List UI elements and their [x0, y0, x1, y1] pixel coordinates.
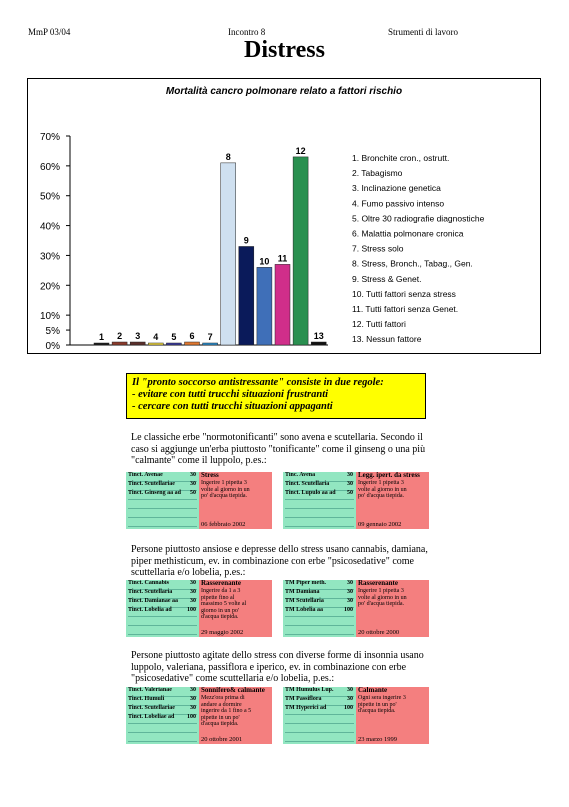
- ingredient-name: Tinct. Lobeliae ad: [128, 714, 175, 720]
- bar-label: 5: [171, 332, 177, 342]
- ingredient-name: Tinct. Humuli: [128, 696, 165, 702]
- ingredient-qty: 30: [347, 580, 353, 586]
- recipe-title: Calmante: [358, 687, 388, 694]
- y-tick-label: 70%: [39, 132, 60, 143]
- recipe-label: [199, 580, 272, 637]
- ingredient-qty: 30: [347, 687, 353, 693]
- bar-label: 4: [153, 332, 159, 342]
- recipe-ingredients: [126, 687, 199, 744]
- ingredient-name: Tinct. Avenae: [128, 472, 163, 478]
- recipe-card: [126, 687, 272, 744]
- recipe-instructions: Mezz'ora prima di andare a dormire ingerire da 1 fino a 5 pipette in un po' d'acqua tiepida.: [201, 695, 252, 727]
- ingredient-name: TM Hyperici ad: [285, 705, 327, 711]
- recipe-title: Sonnifero& calmante: [201, 687, 265, 694]
- ingredient-name: Tinct. Cannabis: [128, 580, 169, 586]
- bar-9: [239, 246, 254, 345]
- recipe-instructions: Ogni sera ingerire 3 pipette in un po' d'acqua tiepida.: [358, 695, 406, 714]
- y-tick-label: 40%: [39, 221, 60, 233]
- legend-item: 12. Tutti fattori: [352, 319, 406, 330]
- recipe-ingredients: [283, 580, 356, 637]
- recipe-date: 09 gennaio 2002: [358, 521, 402, 528]
- recipe-title: Legg. ipert. da stress: [358, 472, 420, 479]
- ingredient-qty: 100: [344, 705, 353, 711]
- ingredient-row: [128, 625, 197, 635]
- recipe-card: [126, 580, 272, 637]
- bar-6: [185, 342, 200, 345]
- bar-label: 13: [313, 331, 324, 342]
- ingredient-qty: 30: [190, 472, 196, 478]
- legend-item: 11. Tutti fattori senza Genet.: [352, 304, 459, 314]
- y-tick-label: 60%: [39, 161, 60, 173]
- recipe-title: Stress: [201, 472, 219, 479]
- ingredient-name: Tinct. Scutellariae: [128, 481, 175, 487]
- ingredient-qty: 30: [347, 481, 353, 487]
- y-tick-label: 50%: [39, 191, 60, 203]
- bar-13: [311, 342, 326, 345]
- paragraph-2: Persone piuttosto ansiose e depresse dello stress usano cannabis, damiana, piper methisticum, ev. in combinazione con erbe "psicosedative" come scuttellaria e/o lobelia, p.es.:: [131, 544, 428, 578]
- legend-item: 9. Stress & Genet.: [352, 273, 422, 284]
- ingredient-row: [285, 732, 354, 742]
- bar-4: [148, 343, 163, 345]
- recipe-date: 20 ottobre 2000: [358, 629, 400, 636]
- chart-title: Mortalità cancro polmonare relato a fattori rischio: [165, 86, 403, 97]
- recipe-ingredients: [283, 687, 356, 744]
- bar-2: [112, 342, 127, 345]
- bar-chart: [28, 79, 540, 353]
- bar-10: [257, 267, 272, 345]
- y-tick-label: 20%: [39, 281, 60, 293]
- ingredient-qty: 30: [190, 589, 196, 595]
- recipe-ingredients: [283, 472, 356, 529]
- ingredient-qty: 30: [190, 696, 196, 702]
- recipe-card: [283, 472, 429, 529]
- ingredient-name: TM Piper meth.: [285, 580, 327, 586]
- legend-item: 7. Stress solo: [352, 243, 404, 254]
- legend-item: 5. Oltre 30 radiografie diagnostiche: [352, 213, 485, 224]
- recipe-instructions: Ingerire 1 pipetta 3 volte al giorno in un po' d'acqua tiepida.: [358, 480, 407, 499]
- bar-label: 10: [259, 256, 270, 267]
- ingredient-qty: 50: [347, 490, 353, 496]
- bar-label: 2: [117, 331, 123, 342]
- ingredient-name: TM Damiana: [285, 589, 320, 595]
- recipe-date: 06 febbraio 2002: [201, 521, 246, 528]
- ingredient-name: Tinct. Damianae aa: [128, 598, 179, 604]
- header-center: Incontro 8: [228, 27, 266, 37]
- page-title: Distress: [244, 37, 325, 63]
- rules-box: [126, 373, 426, 419]
- bar-7: [203, 343, 218, 345]
- recipe-date: 29 maggio 2002: [201, 629, 244, 636]
- recipe-instructions: Ingerire da 1 a 3 pipette fino al massimo 5 volte al giorno in un po' d'acqua tiepida.: [201, 588, 247, 620]
- ingredient-name: Tinct. Valerianae: [128, 687, 172, 693]
- recipe-card: [283, 687, 429, 744]
- bar-11: [275, 264, 290, 345]
- recipe-label: [199, 472, 272, 529]
- ingredient-name: Tinct. Ginseng aa ad: [128, 490, 181, 496]
- legend-item: 10. Tutti fattori senza stress: [352, 288, 456, 299]
- ingredient-qty: 100: [187, 607, 196, 613]
- ingredient-row: [285, 625, 354, 635]
- recipe-ingredients: [126, 580, 199, 637]
- ingredient-qty: 30: [190, 687, 196, 693]
- bar-1: [94, 343, 109, 345]
- ingredient-row: [128, 732, 197, 742]
- paragraph-1: Le classiche erbe "normotonificanti" sono avena e scutellaria. Secondo il caso si aggiunge un'erba piuttosto "tonificante" come il ginseng o una più "calmante" come il luppolo, p.es.:: [131, 432, 426, 466]
- ingredient-qty: 30: [190, 580, 196, 586]
- recipe-label: [356, 580, 429, 637]
- ingredient-name: TM Passiflora: [285, 696, 322, 702]
- ingredient-qty: 50: [190, 490, 196, 496]
- bar-8: [221, 163, 236, 345]
- recipe-ingredients: [126, 472, 199, 529]
- y-tick-label: 10%: [39, 311, 60, 323]
- recipe-date: 20 ottobre 2001: [201, 736, 243, 743]
- ingredient-name: Tinct. Lobelia ad: [128, 607, 172, 613]
- header-right: Strumenti di lavoro: [388, 27, 458, 37]
- recipe-label: [356, 472, 429, 529]
- recipe-label: [199, 687, 272, 744]
- recipe-title: Rasserenante: [358, 580, 398, 587]
- recipe-title: Rasserenante: [201, 580, 241, 587]
- recipe-label: [356, 687, 429, 744]
- ingredient-qty: 100: [344, 607, 353, 613]
- rules-line-3: - cercare con tutti trucchi situazioni appaganti: [132, 401, 333, 412]
- paragraph-3: Persone piuttosto agitate dello stress con diverse forme di insonnia usano luppolo, valeriana, passiflora e iperico, ev. in combinazione con erbe "psicosedative" come scuttellaria e/o lobelia, p.es.:: [131, 650, 424, 684]
- bar-label: 1: [98, 332, 105, 342]
- ingredient-qty: 30: [347, 472, 353, 478]
- ingredient-name: Tinct. Scutellariae: [128, 705, 175, 711]
- recipe-card: [283, 580, 429, 637]
- chart-box: [27, 78, 541, 354]
- legend-item: 8. Stress, Bronch., Tabag., Gen.: [352, 258, 473, 269]
- ingredient-qty: 30: [190, 705, 196, 711]
- ingredient-qty: 100: [187, 714, 196, 720]
- ingredient-qty: 30: [347, 598, 353, 604]
- ingredient-name: Tinct. Lupulo aa ad: [285, 490, 336, 496]
- bar-label: 6: [189, 331, 195, 342]
- header-left: MmP 03/04: [28, 27, 71, 37]
- ingredient-row: [128, 517, 197, 527]
- ingredient-qty: 30: [347, 589, 353, 595]
- bar-label: 8: [225, 151, 231, 162]
- bar-label: 7: [207, 332, 213, 342]
- legend-item: 13. Nessun fattore: [352, 334, 422, 345]
- bar-label: 12: [295, 145, 306, 156]
- rules-line-2: - evitare con tutti trucchi situazioni frustranti: [132, 389, 329, 400]
- y-tick-label: 5%: [45, 326, 60, 338]
- legend-item: 3. Inclinazione genetica: [352, 183, 441, 194]
- legend-item: 4. Fumo passivo intenso: [352, 198, 445, 209]
- ingredient-name: Tinc. Avena: [285, 472, 316, 478]
- ingredient-row: [285, 517, 354, 527]
- ingredient-qty: 30: [190, 481, 196, 487]
- legend-item: 1. Bronchite cron., ostrutt.: [352, 153, 450, 163]
- bar-label: 11: [277, 253, 288, 264]
- ingredient-qty: 30: [347, 696, 353, 702]
- ingredient-name: Tinct. Scutellaria: [285, 481, 330, 487]
- bar-3: [130, 342, 145, 345]
- recipe-card: [126, 472, 272, 529]
- rules-line-1: Il "pronto soccorso antistressante" consiste in due regole:: [132, 377, 384, 388]
- ingredient-name: Tinct. Scutellaria: [128, 589, 173, 595]
- ingredient-qty: 30: [190, 598, 196, 604]
- recipe-instructions: Ingerire 1 pipetta 3 volte al giorno in un po' d'acqua tiepida.: [201, 480, 250, 499]
- bar-5: [166, 343, 181, 345]
- legend-item: 2. Tabagismo: [352, 168, 403, 179]
- ingredient-name: TM Scutellaria: [285, 598, 324, 604]
- bar-12: [293, 157, 308, 345]
- bar-label: 9: [243, 235, 249, 246]
- bar-label: 3: [135, 331, 141, 342]
- y-tick-label: 30%: [39, 251, 60, 263]
- legend-item: 6. Malattia polmonare cronica: [352, 228, 464, 239]
- y-tick-label: 0%: [45, 341, 60, 352]
- ingredient-name: TM Humulus Lup.: [285, 687, 334, 693]
- recipe-date: 23 marzo 1999: [358, 736, 397, 743]
- recipe-instructions: Ingerire 1 pipetta 3 volte al giorno in un po' d'acqua tiepida.: [358, 588, 407, 607]
- ingredient-name: TM Lobelia aa: [285, 607, 324, 613]
